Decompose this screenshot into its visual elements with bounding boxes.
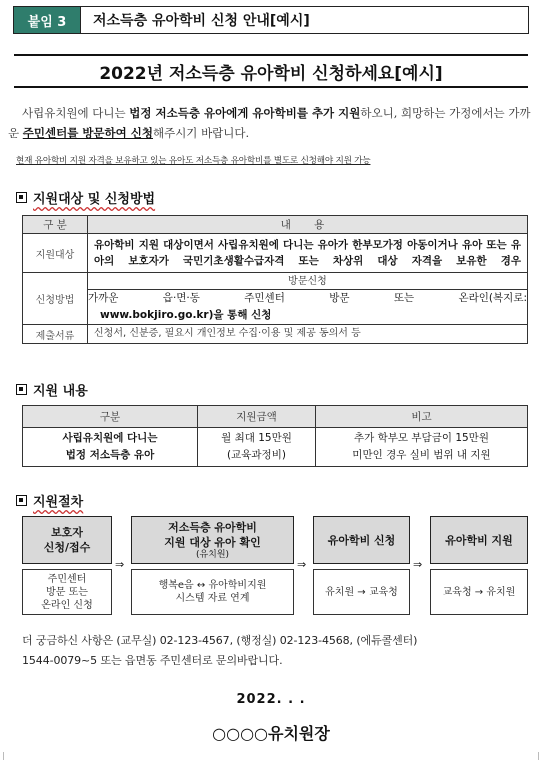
attachment-tag: 붙임 3: [14, 7, 80, 33]
section-eligibility: [16, 188, 155, 207]
signature-line: [0, 721, 542, 744]
flow-sub-line: 방문 또는: [46, 586, 88, 598]
contact-line: 1544-0079~5 또는 읍면동 주민센터로 문의바랍니다.: [22, 654, 283, 667]
section-title: 지원절차: [33, 495, 84, 510]
support-amount-line2: (교육과정비): [227, 449, 286, 461]
square-bullet-icon: [16, 384, 27, 395]
row-label: 신청방법: [23, 273, 88, 325]
section-title: 지원대상 및 신청방법: [33, 192, 156, 207]
support-amount: [198, 428, 316, 467]
section-title: 지원 내용: [33, 384, 88, 399]
flow-sub-line: 유치원 → 교육청: [325, 586, 398, 598]
flow-sub-line: 온라인 신청: [41, 599, 93, 611]
square-bullet-icon: [16, 192, 27, 203]
eligibility-table: [22, 215, 528, 344]
section-support: [16, 380, 88, 399]
flow-title-line: 유아학비 신청: [327, 533, 396, 547]
flow-step-support: [430, 516, 528, 564]
row-label: 지원대상: [23, 234, 88, 273]
flow-sub-apply: [313, 569, 410, 615]
col-header-remarks: 비고: [316, 406, 528, 428]
intro-text-3: 해주시기 바랍니다.: [152, 126, 250, 140]
intro-text-2: 하오니, 희망하는 가정에서는 가까운: [8, 106, 531, 140]
square-bullet-icon: [16, 495, 27, 506]
support-remarks: [316, 428, 528, 467]
arrow-right-icon: ⇒: [115, 558, 125, 571]
support-target-line2: 법정 저소득층 유아: [65, 449, 155, 461]
principal-title: 유치원장: [268, 724, 330, 743]
section-procedure: [16, 491, 83, 510]
flow-title-line: 저소득층 유아학비: [168, 521, 257, 534]
table-row: [23, 234, 528, 273]
flow-sub-support: [430, 569, 528, 615]
flow-title-line: (유치원): [195, 550, 230, 560]
name-placeholder: ○○○○: [212, 724, 268, 743]
apply-method-line: 가까운 읍·면·동 주민센터 방문 또는 온라인(복지로:: [88, 292, 527, 304]
arrow-right-icon: ⇒: [297, 558, 307, 571]
main-title: 2022년 저소득층 유아학비 신청하세요[예시]: [14, 54, 528, 88]
flow-title-line: 지원 대상 유아 확인: [164, 536, 261, 549]
support-remarks-line1: 추가 학부모 부담금이 15만원: [354, 432, 489, 444]
visit-apply-label: 방문신청: [88, 273, 527, 290]
flow-sub-line: 행복e음 ↔ 유아학비지원: [158, 580, 267, 591]
flow-step-apply: [313, 516, 410, 564]
flow-title-line: 신청/접수: [43, 541, 91, 554]
flow-sub-verify: [131, 569, 294, 615]
support-amount-line1: 월 최대 15만원: [221, 432, 292, 444]
col-header-amount: 지원금액: [198, 406, 316, 428]
contact-info: [22, 631, 527, 671]
arrow-right-icon: ⇒: [413, 558, 423, 571]
row-content: [88, 273, 528, 325]
col-header-category: 구 분: [23, 216, 88, 234]
row-content: 유아학비 지원 대상이면서 사립유치원에 다니는 유아가 한부모가정 아동이거나 유아 또는 유아의 보호자가 국민기초생활수급자격 또는 차상위 대상 자격을 보유한 경우: [88, 234, 528, 273]
intro-bold-1: 법정 저소득층 유아에게 유아학비를 추가 지원: [129, 106, 361, 120]
table-row: [23, 428, 528, 467]
col-header-category: 구분: [23, 406, 198, 428]
crop-mark: [3, 752, 11, 760]
flow-title-line: 보호자: [51, 526, 83, 539]
flow-step-guardian: [22, 516, 112, 564]
row-content: 신청서, 신분증, 필요시 개인정보 수집·이용 및 제공 동의서 등: [88, 325, 528, 344]
flow-sub-line: 시스템 자료 연계: [175, 593, 250, 604]
flow-step-verify: [131, 516, 294, 564]
flow-sub-guardian: [22, 569, 112, 615]
col-header-content: 내 용: [88, 216, 528, 234]
flow-title-line: 유아학비 지원: [445, 533, 513, 547]
crop-mark: [531, 752, 539, 760]
eligibility-note: 현재 유아학비 지원 자격을 보유하고 있는 유아도 저소득층 유아학비를 별도로 신청해야 지원 가능: [16, 156, 371, 166]
header-title: 저소득층 유아학비 신청 안내[예시]: [80, 7, 528, 33]
flow-sub-line: 교육청 → 유치원: [442, 586, 516, 598]
support-target-line1: 사립유치원에 다니는: [62, 432, 158, 444]
table-row: [23, 325, 528, 344]
table-row: [23, 273, 528, 325]
attachment-header: [13, 6, 529, 34]
contact-line: 더 궁금하신 사항은 (교무실) 02-123-4567, (행정실) 02-123-4568, (에듀콜센터): [22, 634, 418, 647]
support-remarks-line2: 미만인 경우 실비 범위 내 지원: [352, 449, 491, 461]
apply-method-url: www.bokjiro.go.kr)을 통해 신청: [100, 309, 272, 321]
intro-paragraph: [8, 103, 534, 143]
support-target: [23, 428, 198, 467]
support-table: [22, 405, 528, 467]
flow-sub-line: 주민센터: [47, 573, 87, 585]
row-label: 제출서류: [23, 325, 88, 344]
intro-bold-2: 주민센터를 방문하여 신청: [22, 126, 153, 140]
document-date: 2022. . .: [236, 692, 306, 707]
intro-text-1: 사립유치원에 다니는: [22, 106, 130, 120]
